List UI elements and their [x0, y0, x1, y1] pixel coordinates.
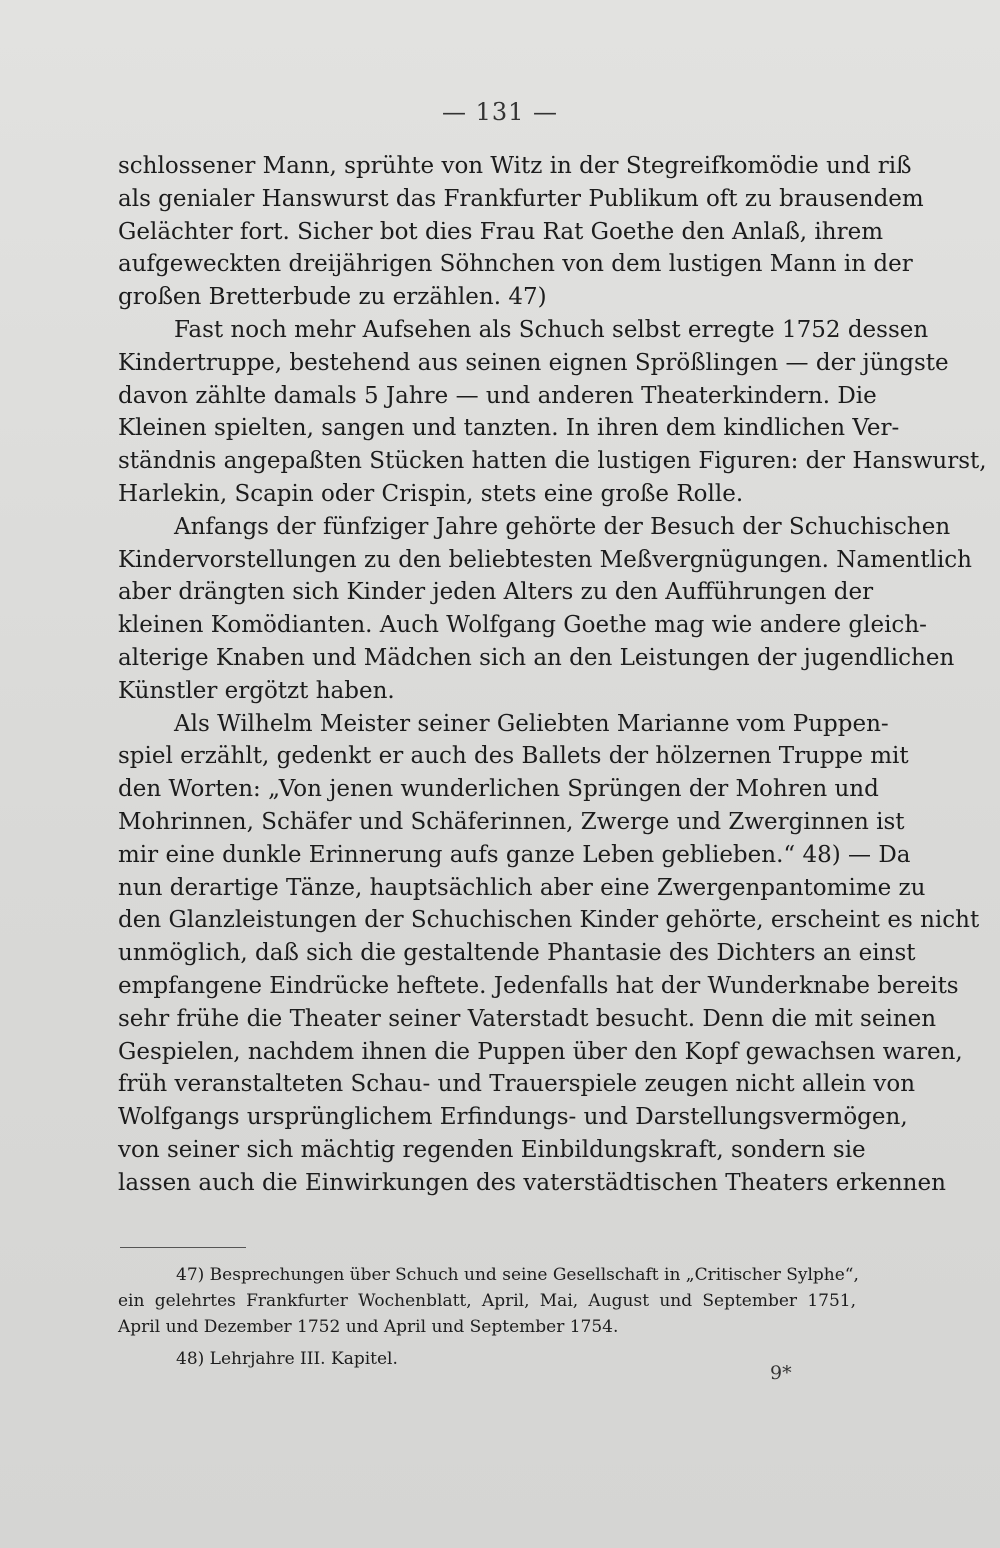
text-line: spiel erzählt, gedenkt er auch des Ballets der hölzernen Truppe mit: [118, 743, 909, 770]
text-line: Kleinen spielten, sangen und tanzten. In ihren dem kindlichen Ver-: [118, 415, 900, 442]
text-line: sehr frühe die Theater seiner Vaterstadt besucht. Denn die mit seinen: [118, 1005, 937, 1032]
text-line: den Glanzleistungen der Schuchischen Kinder gehörte, erscheint es nicht: [118, 907, 980, 934]
footnote-47-line: ein gelehrtes Frankfurter Wochenblatt, April, Mai, August und September 1751,: [118, 1291, 856, 1311]
footnote-rule: [120, 1247, 246, 1248]
text-line: Gespielen, nachdem ihnen die Puppen über den Kopf gewachsen waren,: [118, 1038, 963, 1065]
text-line: kleinen Komödianten. Auch Wolfgang Goethe mag wie andere gleich-: [118, 612, 927, 639]
text-line: Fast noch mehr Aufsehen als Schuch selbst erregte 1752 dessen: [174, 316, 929, 343]
text-line: aufgeweckten dreijährigen Söhnchen von dem lustigen Mann in der: [118, 251, 913, 278]
text-line: Künstler ergötzt haben.: [118, 677, 395, 704]
text-line: früh veranstalteten Schau- und Trauerspiele zeugen nicht allein von: [118, 1071, 916, 1098]
page-number-header: — 131 —: [441, 98, 559, 126]
footnote-48: 48) Lehrjahre III. Kapitel.: [176, 1349, 398, 1369]
text-line: ständnis angepaßten Stücken hatten die lustigen Figuren: der Hanswurst,: [118, 448, 987, 475]
text-line: den Worten: „Von jenen wunderlichen Sprüngen der Mohren und: [118, 776, 879, 803]
text-line: unmöglich, daß sich die gestaltende Phantasie des Dichters an einst: [118, 940, 916, 967]
text-line: aber drängten sich Kinder jeden Alters zu den Aufführungen der: [118, 579, 874, 606]
footnotes: [118, 1262, 859, 1372]
text-line: Wolfgangs ursprünglichem Erfindungs- und Darstellungsvermögen,: [118, 1104, 908, 1131]
text-line: als genialer Hanswurst das Frankfurter Publikum oft zu brausendem: [118, 185, 924, 212]
text-line: lassen auch die Einwirkungen des vaterstädtischen Theaters erkennen: [118, 1169, 946, 1196]
text-line: nun derartige Tänze, hauptsächlich aber eine Zwergenpantomime zu: [118, 874, 926, 901]
text-line: von seiner sich mächtig regenden Einbildungskraft, sondern sie: [118, 1136, 866, 1163]
text-line: Anfangs der fünfziger Jahre gehörte der Besuch der Schuchischen: [174, 513, 951, 540]
text-line: Kindervorstellungen zu den beliebtesten Meßvergnügungen. Namentlich: [118, 546, 972, 573]
text-line: Als Wilhelm Meister seiner Geliebten Marianne vom Puppen-: [174, 710, 889, 737]
text-line: mir eine dunkle Erinnerung aufs ganze Leben geblieben.“ 48) — Da: [118, 841, 911, 868]
text-line: alterige Knaben und Mädchen sich an den Leistungen der jugendlichen: [118, 644, 955, 671]
text-line: schlossener Mann, sprühte von Witz in der Stegreifkomödie und riß: [118, 153, 912, 179]
text-line: davon zählte damals 5 Jahre — und anderen Theaterkindern. Die: [118, 382, 877, 409]
text-line: Mohrinnen, Schäfer und Schäferinnen, Zwerge und Zwerginnen ist: [118, 808, 905, 835]
text-line: empfangene Eindrücke heftete. Jedenfalls hat der Wunderknabe bereits: [118, 972, 959, 999]
signature-mark: 9*: [770, 1362, 792, 1384]
footnote-47-line: April und Dezember 1752 und April und September 1754.: [118, 1317, 619, 1337]
body-text: [118, 150, 987, 1200]
text-line: großen Bretterbude zu erzählen. 47): [118, 284, 547, 311]
text-line: Gelächter fort. Sicher bot dies Frau Rat Goethe den Anlaß, ihrem: [118, 218, 884, 245]
footnote-47-line: 47) Besprechungen über Schuch und seine Gesellschaft in „Critischer Sylphe“,: [176, 1265, 859, 1285]
text-line: Harlekin, Scapin oder Crispin, stets eine große Rolle.: [118, 480, 744, 507]
text-line: Kindertruppe, bestehend aus seinen eignen Sprößlingen — der jüngste: [118, 349, 949, 376]
